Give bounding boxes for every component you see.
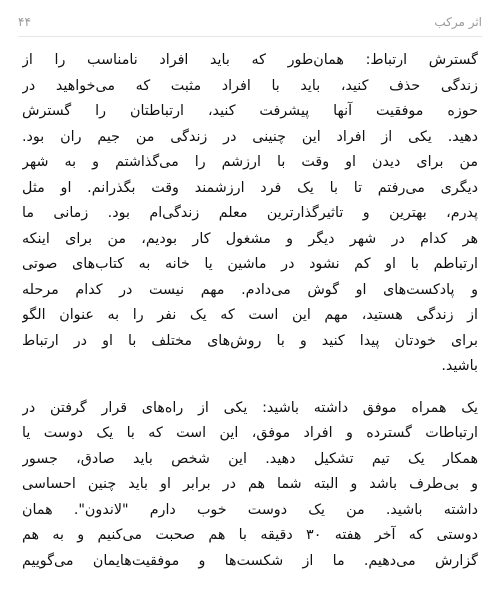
text-line: ارتباطم با او کم نشود در ماشین یا خانه به کتاب‌های صوتی (22, 256, 478, 272)
text-line: من برای دیدن او وقت با ارزشم را می‌گذاشتم و به شهر (22, 154, 478, 170)
text-line: باشید. (441, 358, 478, 374)
text-line: گزارش می‌دهیم. ما از شکست‌ها و موفقیت‌هایمان می‌گوییم (22, 552, 478, 569)
text-line: برای خودتان پیدا کنید و با روش‌های مختلف با او در ارتباط (22, 332, 478, 349)
text-line: پدرم، بهترین و تاثیرگذارترین معلم زندگی‌ام بود. زمانی ما (22, 205, 478, 221)
running-header (18, 8, 482, 37)
text-line: زندگی حذف کنید، باید با افراد مثبت که می‌خواهید در (22, 77, 478, 94)
text-line: داشته باشید. من یک دوست خوب دارم "لاندون". همان (22, 501, 478, 518)
paragraph-gap (22, 380, 478, 396)
text-line: همکار یک تیم تشکیل دهید. این شخص باید صادق، جسور (22, 450, 478, 467)
text-line: حوزه موفقیت آنها پیشرفت کنید، ارتباطتان را گسترش (22, 103, 478, 119)
text-line: دهید. یکی از افراد این چنینی در زندگی من جیم ران بود. (22, 128, 478, 145)
page-number: ۴۴ (18, 15, 31, 29)
text-line: و پادکست‌های او گوش می‌دادم. مهم نیست در کدام مرحله (22, 281, 478, 298)
text-line: گسترش ارتباط: همان‌طور که باید افراد نامناسب را از (22, 52, 478, 68)
text-line: ارتباطات گسترده و افراد موفق، این است که با یک دوست یا (22, 425, 478, 441)
paragraph-1 (22, 48, 478, 380)
text-line: دیگری می‌رفتم تا با یک فرد ارزشمند وقت بگذرانم. او مثل (22, 179, 478, 196)
page-body (22, 48, 478, 594)
paragraph-2 (22, 396, 478, 575)
text-line: یک همراه موفق داشته باشید: یکی از راه‌های قرار گرفتن در (22, 399, 478, 416)
book-title: اثر مرکب (434, 15, 482, 29)
text-line: از زندگی هستید، مهم این است که یک نفر را به عنوان الگو (22, 307, 478, 323)
text-line: و بی‌طرف باشد و البته شما هم در برابر او باید چنین احساسی (22, 476, 478, 492)
text-line: دوستی که آخر هفته ۳۰ دقیقه با هم صحبت می‌کنیم و به هم (22, 527, 478, 543)
text-line: هر کدام در شهر دیگر و مشغول کار بودیم، من برای اینکه (22, 230, 478, 247)
